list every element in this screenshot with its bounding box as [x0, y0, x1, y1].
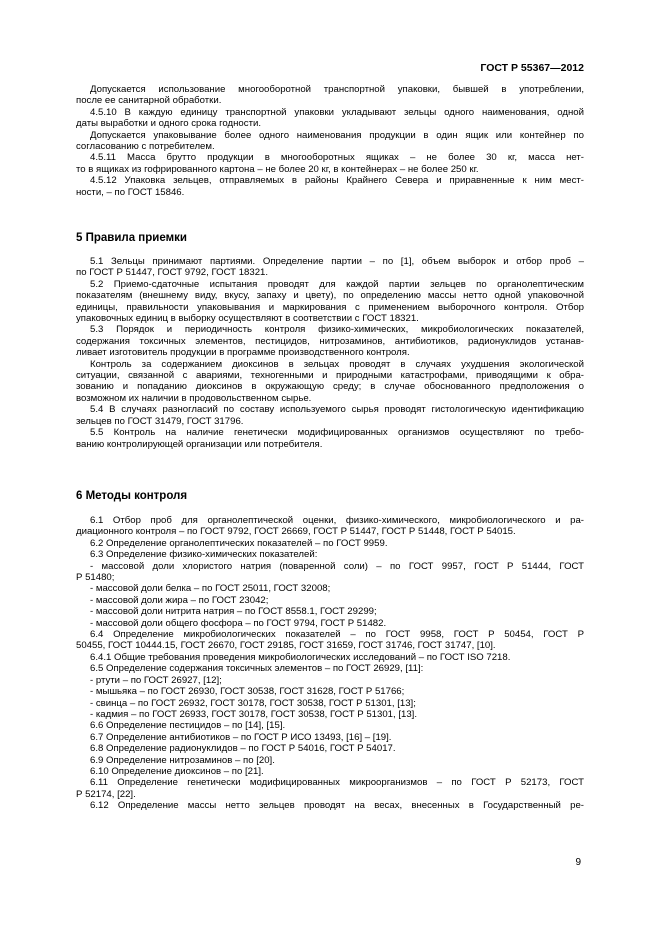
section-5-heading: 5 Правила приемки — [76, 232, 187, 244]
text-block-packaging — [76, 84, 584, 198]
text-line: зельцев по ГОСТ 31479, ГОСТ 31796. — [76, 415, 244, 427]
text-line: Р 51480; — [76, 572, 115, 584]
text-line: 5.5 Контроль на наличие генетически модифицированных организмов осуществляют по требо- — [90, 427, 584, 439]
text-line: 6.6 Определение пестицидов – по [14], [15]. — [90, 720, 286, 732]
text-line: 5.1 Зельцы принимают партиями. Определение партии – по [1], объем выборок и отбор проб – — [90, 256, 584, 267]
text-line: 6.4.1 Общие требования проведения микробиологических исследований – по ГОСТ ISO 7218. — [90, 651, 511, 663]
text-line: Допускается упаковывание более одного наименования продукции в один ящик или контейнер по — [90, 129, 584, 141]
text-line: по ГОСТ Р 51447, ГОСТ 9792, ГОСТ 18321. — [76, 267, 269, 279]
text-line: 4.5.12 Упаковка зельцев, отправляемых в районы Крайнего Севера и приравненные к ним мест- — [90, 175, 584, 187]
text-line: 5.4 В случаях разногласий по составу используемого сырья проводят гистологическую идентификацию — [90, 404, 584, 416]
text-line: 4.5.10 В каждую единицу транспортной упаковки укладывают зельцы одного наименования, одной — [90, 106, 584, 118]
text-line: 6.7 Определение антибиотиков – по ГОСТ Р ИСО 13493, [16] – [19]. — [90, 731, 392, 743]
text-line: ности, – по ГОСТ 15846. — [76, 186, 185, 198]
text-line: - свинца – по ГОСТ 26932, ГОСТ 30178, ГОСТ 30538, ГОСТ Р 51301, [13]; — [90, 697, 416, 709]
text-line: - массовой доли жира – по ГОСТ 23042; — [90, 594, 269, 606]
text-line: Допускается использование многооборотной транспортной упаковки, бывшей в употреблении, — [90, 84, 584, 95]
text-block-acceptance-rules — [76, 256, 584, 450]
text-line: зованию и попаданию диоксинов в окружающую среду; в случае обоснованного предположения о — [76, 381, 584, 393]
text-line: - ртути – по ГОСТ 26927, [12]; — [90, 674, 222, 686]
text-line: упаковочных единиц в выборку осуществляют в соответствии с ГОСТ 18321. — [76, 313, 419, 325]
text-line: 6.1 Отбор проб для органолептической оценки, физико-химического, микробиологического и ра- — [90, 515, 584, 526]
page-number: 9 — [575, 857, 581, 868]
text-line: 6.12 Определение массы нетто зельцев проводят на весах, внесенных в Государственный ре- — [90, 800, 584, 812]
text-line: единицы, правильности упаковывания и маркирования с применением выборочного контроля. Отбор — [76, 301, 584, 313]
text-line: показателям (внешнему виду, вкусу, запаху и цвету), по определению массы нетто одной упаковочной — [76, 290, 584, 302]
text-line: ситуации, связанной с авариями, техногенными и природными катастрофами, приводящими к обра- — [76, 370, 584, 382]
text-line: - массовой доли нитрита натрия – по ГОСТ 8558.1, ГОСТ 29299; — [90, 606, 377, 618]
text-line: - массовой доли общего фосфора – по ГОСТ 9794, ГОСТ Р 51482. — [90, 617, 387, 629]
text-line: 6.11 Определение генетически модифицированных микроорганизмов – по ГОСТ Р 52173, ГОСТ — [90, 777, 584, 789]
text-line: 6.10 Определение диоксинов – по [21]. — [90, 765, 264, 777]
text-line: 6.9 Определение нитрозаминов – по [20]. — [90, 754, 275, 766]
text-line: диационного контроля – по ГОСТ 9792, ГОСТ 26669, ГОСТ Р 51447, ГОСТ Р 51448, ГОСТ Р 54015. — [76, 526, 516, 538]
text-line: после ее санитарной обработки. — [76, 95, 222, 107]
text-line: 5.3 Порядок и периодичность контроля физико-химических, микробиологических показателей, — [90, 324, 584, 336]
text-line: даты выработки и одного срока годности. — [76, 118, 261, 130]
text-line: - массовой доли хлористого натрия (поваренной соли) – по ГОСТ 9957, ГОСТ Р 51444, ГОСТ — [90, 560, 584, 572]
text-line: то в ящиках из гофрированного картона – не более 20 кг, в контейнерах – не более 250 кг. — [76, 163, 479, 175]
text-line: 6.2 Определение органолептических показателей – по ГОСТ 9959. — [90, 537, 388, 549]
text-line: - массовой доли белка – по ГОСТ 25011, ГОСТ 32008; — [90, 583, 331, 595]
text-line: Контроль за содержанием диоксинов в зельцах проводят в случаях ухудшения экологической — [90, 358, 584, 370]
text-line: ванию контролирующей организации или потребителя. — [76, 438, 323, 450]
section-6-heading: 6 Методы контроля — [76, 490, 188, 502]
text-line: - мышьяка – по ГОСТ 26930, ГОСТ 30538, ГОСТ 31628, ГОСТ Р 51766; — [90, 686, 405, 698]
text-line: 6.5 Определение содержания токсичных элементов – по ГОСТ 26929, [11]: — [90, 663, 424, 675]
text-line: 6.4 Определение микробиологических показателей – по ГОСТ 9958, ГОСТ Р 50454, ГОСТ Р — [90, 629, 584, 641]
text-line: ливает изготовитель продукции в программе производственного контроля. — [76, 347, 410, 359]
document-header-id: ГОСТ Р 55367—2012 — [480, 62, 584, 74]
text-line: Р 52174, [22]. — [76, 788, 136, 800]
text-line: 4.5.11 Масса брутто продукции в многооборотных ящиках – не более 30 кг, масса нет- — [90, 152, 584, 164]
text-line: 5.2 Приемо-сдаточные испытания проводят для каждой партии зельцев по органолептическим — [90, 278, 584, 290]
text-line: 50455, ГОСТ 10444.15, ГОСТ 26670, ГОСТ 29185, ГОСТ 31659, ГОСТ 31746, ГОСТ 31747, [10]. — [76, 640, 496, 652]
text-line: 6.3 Определение физико-химических показателей: — [90, 549, 318, 561]
text-line: 6.8 Определение радионуклидов – по ГОСТ Р 54016, ГОСТ Р 54017. — [90, 743, 396, 755]
text-block-control-methods — [76, 515, 584, 812]
text-line: - кадмия – по ГОСТ 26933, ГОСТ 30178, ГОСТ 30538, ГОСТ Р 51301, [13]. — [90, 708, 417, 720]
text-line: возможном их наличии в продовольственном сырье. — [76, 392, 312, 404]
text-line: содержания токсичных элементов, пестицидов, нитрозаминов, антибиотиков, радионуклидов устанав- — [76, 335, 584, 347]
text-line: согласованию с потребителем. — [76, 141, 215, 153]
